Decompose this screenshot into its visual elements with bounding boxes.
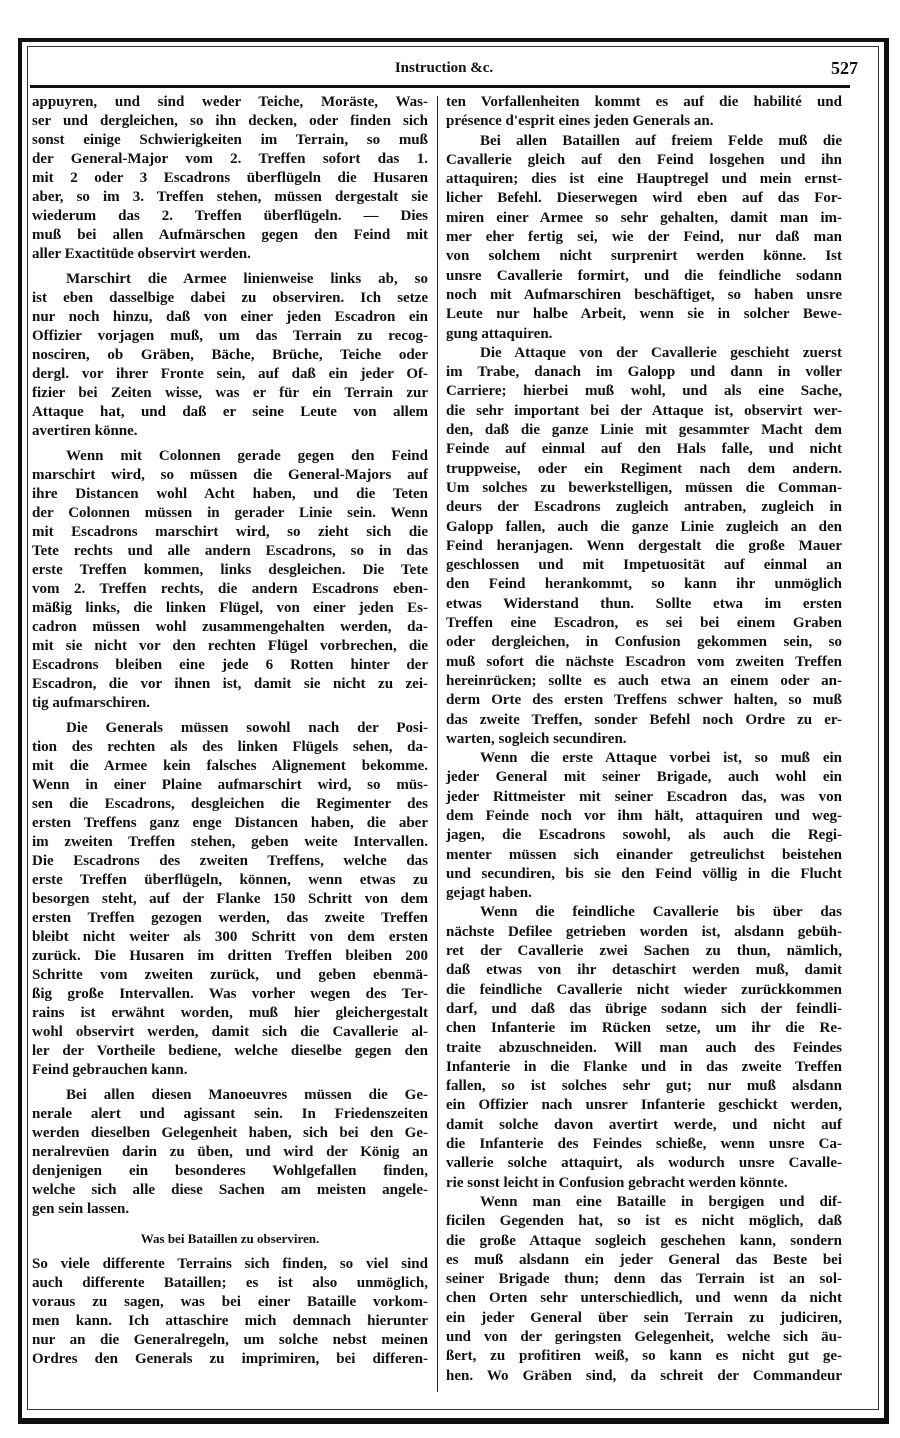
paragraph [446, 903, 842, 1192]
left-column [32, 93, 428, 1369]
text-line: und von der geringsten Gelegenheit, welche sich äu- [446, 1329, 842, 1345]
text-line: Galopp fallen, auch die ganze Linie zugleich an den [446, 518, 842, 535]
text-line: Ordres den Generals zu imprimiren, bei differen- [32, 1351, 428, 1367]
paragraph [446, 749, 842, 903]
text-line: muß sofort die nächste Escadron vom zweiten Treffen [446, 653, 842, 670]
text-line: voraus zu sagen, was bei einer Bataille vorkom- [32, 1294, 428, 1310]
text-line: Infanterie in die Flanke und in das zweite Treffen [446, 1058, 842, 1075]
text-line: daß etwas von ihr detaschirt werden muß, damit [446, 962, 842, 979]
text-line: mer eher fertig sei, wie der Feind, nur daß man [446, 229, 842, 246]
text-line: Schritte vom zweiten zurück, und geben ebenmä- [32, 967, 428, 983]
text-line: nur an die Generalregeln, um solche nebst meinen [32, 1332, 428, 1348]
text-line: traite abzuschneiden. Will man auch des Feindes [446, 1039, 842, 1056]
text-line: denjenigen ein besonderes Wohlgefallen finden, [32, 1163, 428, 1179]
paragraph [446, 1193, 842, 1386]
text-line: den, daß die ganze Linie mit gesammter Macht dem [446, 422, 842, 439]
text-line: welche sich alle diese Sachen am meisten angele- [32, 1182, 428, 1198]
text-line: derm Orte des ersten Treffens schwer halten, so muß [446, 692, 842, 709]
text-line: appuyren, und sind weder Teiche, Moräste, Was- [32, 94, 428, 110]
text-line: avertiren könne. [32, 423, 138, 439]
text-line: gung attaquiren. [446, 325, 553, 342]
text-line: geschlossen und mit Impetuosität auf einmal an [446, 557, 842, 574]
text-line: Offizier vorjagen muß, um das Terrain zu recog- [32, 328, 428, 344]
text-line: ser und dergleichen, so ihn decken, oder finden sich [32, 113, 428, 129]
text-line: men kann. Ich attaschire mich demnach hierunter [32, 1313, 428, 1329]
text-line: im zweiten Treffen stehen, geben weite Intervallen. [32, 834, 428, 850]
text-line: aber, so im 3. Treffen stehen, müssen dergestalt sie [32, 189, 428, 205]
text-line: fizier bei Zeiten wisse, was er für ein Terrain zur [32, 385, 428, 401]
text-line: darf, und daß das übrige sodann sich der feindli- [446, 1000, 842, 1017]
text-line: mäßig links, die linken Flügel, von einer jeden Es- [32, 600, 428, 616]
text-line: mit die Armee kein falsches Alignement bekomme. [32, 758, 428, 774]
paragraph [446, 132, 842, 344]
text-line: ler der Vortheile bediene, welche dieselbe gegen den [32, 1043, 428, 1059]
text-line: erste Treffen überflügeln, können, wenn etwas zu [32, 872, 428, 888]
text-line: miren einer Armee so sehr gehalten, damit man im- [446, 209, 842, 226]
header-rule [30, 85, 850, 88]
text-line: marschirt wird, so müssen die General-Majors auf [32, 467, 428, 483]
text-line: werden dieselben Gelegenheit haben, sich bei den Ge- [32, 1125, 428, 1141]
paragraph [32, 447, 428, 713]
text-line: nosciren, ob Gräben, Bäche, Brüche, Teiche oder [32, 347, 428, 363]
text-line: jeder Rittmeister mit seiner Escadron das, was von [446, 788, 842, 805]
text-line: attaquiren; dies ist eine Hauptregel und mein ernst- [446, 171, 842, 188]
text-line: chen Orten sehr unterschiedlich, und wenn da nicht [446, 1290, 842, 1307]
page-number: 527 [831, 58, 858, 78]
text-line: erste Treffen kommen, links desgleichen. Die Tete [32, 562, 428, 578]
text-line: Marschirt die Armee linienweise links ab, so [66, 271, 428, 287]
text-line: wiederum das 2. Treffen überflügeln. — Dies [32, 208, 428, 224]
text-line: rie sonst leicht in Confusion gebracht werden könnte. [446, 1174, 788, 1191]
text-line: dem Feinde noch vor ihm hält, attaquiren und weg- [446, 807, 842, 824]
text-line: So viele differente Terrains sich finden, so viel sind [32, 1256, 428, 1272]
text-line: Escadron, die vor ihnen ist, damit sie nicht zu zei- [32, 676, 428, 692]
text-line: cadron müssen wohl zusammengehalten werden, da- [32, 619, 428, 635]
text-line: Wenn man eine Bataille in bergigen und dif- [480, 1193, 842, 1210]
text-line: oder dergleichen, in Confusion gekommen sein, so [446, 634, 842, 651]
text-line: ersten Treffen gezogen werden, das zweite Treffen [32, 910, 428, 926]
text-line: hen. Wo Gräben sind, da schreit der Commandeur [446, 1367, 842, 1384]
paragraph [446, 93, 842, 132]
paragraph [446, 344, 842, 749]
text-line: hereinrücken; sollte es auch etwa an einem oder an- [446, 672, 842, 689]
text-line: Carriere; hierbei muß wohl, und als eine Sache, [446, 383, 842, 400]
text-line: ßert, zu profitiren weiß, so kann es nicht gut ge- [446, 1348, 842, 1365]
text-line: vallerie solche attaquirt, als wodurch unsre Cavalle- [446, 1155, 842, 1172]
text-line: seiner Brigade thun; denn das Terrain ist an sol- [446, 1271, 842, 1288]
text-line: Wenn mit Colonnen gerade gegen den Feind [66, 448, 428, 464]
text-line: dergl. vor ihrer Fronte sein, auf daß ein jeder Of- [32, 366, 428, 382]
text-line: den Feind herankommt, so kann ihr unmöglich [446, 576, 842, 593]
text-line: ein jeder General über sein Terrain zu judiciren, [446, 1309, 842, 1326]
text-line: Wenn die feindliche Cavallerie bis über das [480, 904, 842, 921]
text-line: die Infanterie des Feindes schieße, wenn unsre Ca- [446, 1136, 842, 1153]
text-line: Tete rechts und alle andern Escadrons, so in das [32, 543, 428, 559]
text-line: und secundiren, bis sie den Feind völlig in die Flucht [446, 865, 842, 882]
text-line: ersten Treffens ganz enge Distancen haben, die aber [32, 815, 428, 831]
text-line: im Trabe, danach im Galopp und dann in voller [446, 364, 842, 381]
right-column [446, 93, 842, 1386]
text-line: ihre Distancen wohl Acht haben, und die Teten [32, 486, 428, 502]
text-line: noch mit Aufmarschiren beschäftiget, so haben unsre [446, 286, 842, 303]
text-line: wohl observirt werden, damit sich die Cavallerie al- [32, 1024, 428, 1040]
text-line: ßig große Intervallen. Was vorher wegen des Ter- [32, 986, 428, 1002]
text-line: muß bei allen Aufmärschen gegen den Feind mit [32, 227, 428, 243]
text-line: sen die Escadrons, desgleichen die Regimenter des [32, 796, 428, 812]
paragraph [32, 719, 428, 1080]
text-line: mit Escadrons marschirt wird, so zieht sich die [32, 524, 428, 540]
text-line: ficilen Gegenden hat, so ist es nicht möglich, daß [446, 1213, 842, 1230]
text-line: Feinde auf einmal auf den Hals falle, und nicht [446, 441, 842, 458]
text-line: die sehr important bei der Attaque ist, observirt wer- [446, 402, 842, 419]
text-line: die große Attaque sogleich geschehen kann, sondern [446, 1232, 842, 1249]
text-line: damit solche davon avertirt werde, und nicht auf [446, 1116, 842, 1133]
text-line: Feind gebrauchen kann. [32, 1062, 188, 1078]
text-line: neralrevüen darin zu üben, und wird der König an [32, 1144, 428, 1160]
page-header [30, 56, 858, 82]
text-line: Cavallerie gleich auf den Feind losgehen und ihn [446, 151, 842, 168]
text-line: unsre Cavallerie formirt, und die feindliche sodann [446, 267, 842, 284]
text-line: gen sein lassen. [32, 1201, 130, 1217]
text-line: Attaque hat, und daß er seine Leute von allem [32, 404, 428, 420]
text-line: Um solches zu bewerkstelligen, müssen die Comman- [446, 479, 842, 496]
text-line: es muß alsdann ein jeder General das Beste bei [446, 1251, 842, 1268]
section-heading: Was bei Bataillen zu observiren. [140, 1231, 320, 1246]
text-line: das zweite Treffen, sonder Befehl noch Ordre zu er- [446, 711, 842, 728]
text-line: licher Befehl. Dieserwegen wird eben auf das For- [446, 190, 842, 207]
text-line: bleibt nicht weiter als 300 Schritt von dem ersten [32, 929, 428, 945]
text-line: jeder General mit seiner Brigade, auch wohl ein [446, 769, 842, 786]
text-line: zurück. Die Husaren im dritten Treffen bleiben 200 [32, 948, 428, 964]
text-line: aller Exactitüde observirt werden. [32, 246, 251, 262]
paragraph [32, 1086, 428, 1219]
text-line: Die Escadrons des zweiten Treffens, welche das [32, 853, 428, 869]
text-line: truppweise, oder ein Regiment nach dem andern. [446, 460, 842, 477]
text-line: besorgen steht, auf der Flanke 150 Schritt von dem [32, 891, 428, 907]
text-line: tion des rechten als des linken Flügels sehen, da- [32, 739, 428, 755]
text-line: Bei allen diesen Manoeuvres müssen die Ge- [66, 1087, 428, 1103]
text-line: Escadrons bleiben eine jede 6 Rotten hinter der [32, 657, 428, 673]
text-line: Die Generals müssen sowohl nach der Posi- [66, 720, 428, 736]
text-line: Bei allen Bataillen auf freiem Felde muß die [480, 132, 842, 149]
column-divider [437, 96, 438, 1392]
text-line: auch differente Bataillen; es ist also unmöglich, [32, 1275, 428, 1291]
text-line: gejagt haben. [446, 885, 532, 902]
text-line: vom 2. Treffen rechts, die andern Escadrons eben- [32, 581, 428, 597]
text-line: Treffen eine Escadron, es sei bei einem Graben [446, 615, 842, 632]
text-line: nur noch hinzu, daß von einer jeden Escadron ein [32, 309, 428, 325]
running-title: Instruction &c. [394, 60, 494, 76]
text-line: warten, sogleich secundiren. [446, 730, 627, 747]
text-line: ten Vorfallenheiten kommt es auf die habilité und [446, 94, 842, 110]
text-line: ein Offizier nach unsrer Infanterie geschickt werden, [446, 1097, 842, 1114]
text-line: deurs der Escadrons zugleich antraben, zugleich in [446, 499, 842, 516]
text-line: ist eben dasselbige dabei zu observiren. Ich setze [32, 290, 428, 306]
paragraph [32, 1255, 428, 1369]
text-line: Leute nur halbe Arbeit, wenn sie in solcher Bewe- [446, 306, 842, 323]
text-line: mit sie nicht vor den rechten Flügel vorbrechen, die [32, 638, 428, 654]
text-line: Feind heranjagen. Wenn dergestalt die große Mauer [446, 537, 842, 554]
text-line: présence d'esprit eines jeden Generals an. [446, 113, 714, 130]
text-line: ret der Cavallerie zwei Sachen zu thun, nämlich, [446, 943, 842, 960]
text-line: die feindliche Cavallerie nicht wieder zurückkommen [446, 981, 842, 998]
text-line: nerale alert und agissant sein. In Friedenszeiten [32, 1106, 428, 1122]
text-line: tig aufmarschiren. [32, 695, 151, 711]
text-line: nächste Defilee getrieben worden ist, alsdann gebüh- [446, 923, 842, 940]
text-line: rains ist erwähnt worden, muß hier gleichergestalt [32, 1005, 428, 1021]
text-line: fallen, so ist solches sehr gut; nur muß alsdann [446, 1078, 842, 1095]
text-line: jagen, die Escadrons sowohl, als auch die Regi- [446, 827, 842, 844]
text-line: Wenn die erste Attaque vorbei ist, so muß ein [480, 750, 842, 767]
text-line: menter müssen sich einander getreulichst beistehen [446, 846, 842, 863]
text-line: der Colonnen müssen in gerader Linie sein. Wenn [32, 505, 428, 521]
text-line: Die Attaque von der Cavallerie geschieht zuerst [480, 344, 842, 361]
text-line: chen Infanterie im Rücken setze, um ihr die Re- [446, 1020, 842, 1037]
text-line: sonst einige Schwierigkeiten im Terrain, so muß [32, 132, 428, 148]
paragraph [32, 93, 428, 264]
text-line: von solchem nicht surprenirt werden könne. Ist [446, 248, 842, 265]
text-line: mit 2 oder 3 Escadrons überflügeln die Husaren [32, 170, 428, 186]
text-line: Wenn in einer Plaine aufmarschirt wird, so müs- [32, 777, 428, 793]
text-line: etwas Widerstand thun. Sollte etwa im ersten [446, 595, 842, 612]
text-line: der General-Major vom 2. Treffen sofort das 1. [32, 151, 428, 167]
paragraph [32, 270, 428, 441]
